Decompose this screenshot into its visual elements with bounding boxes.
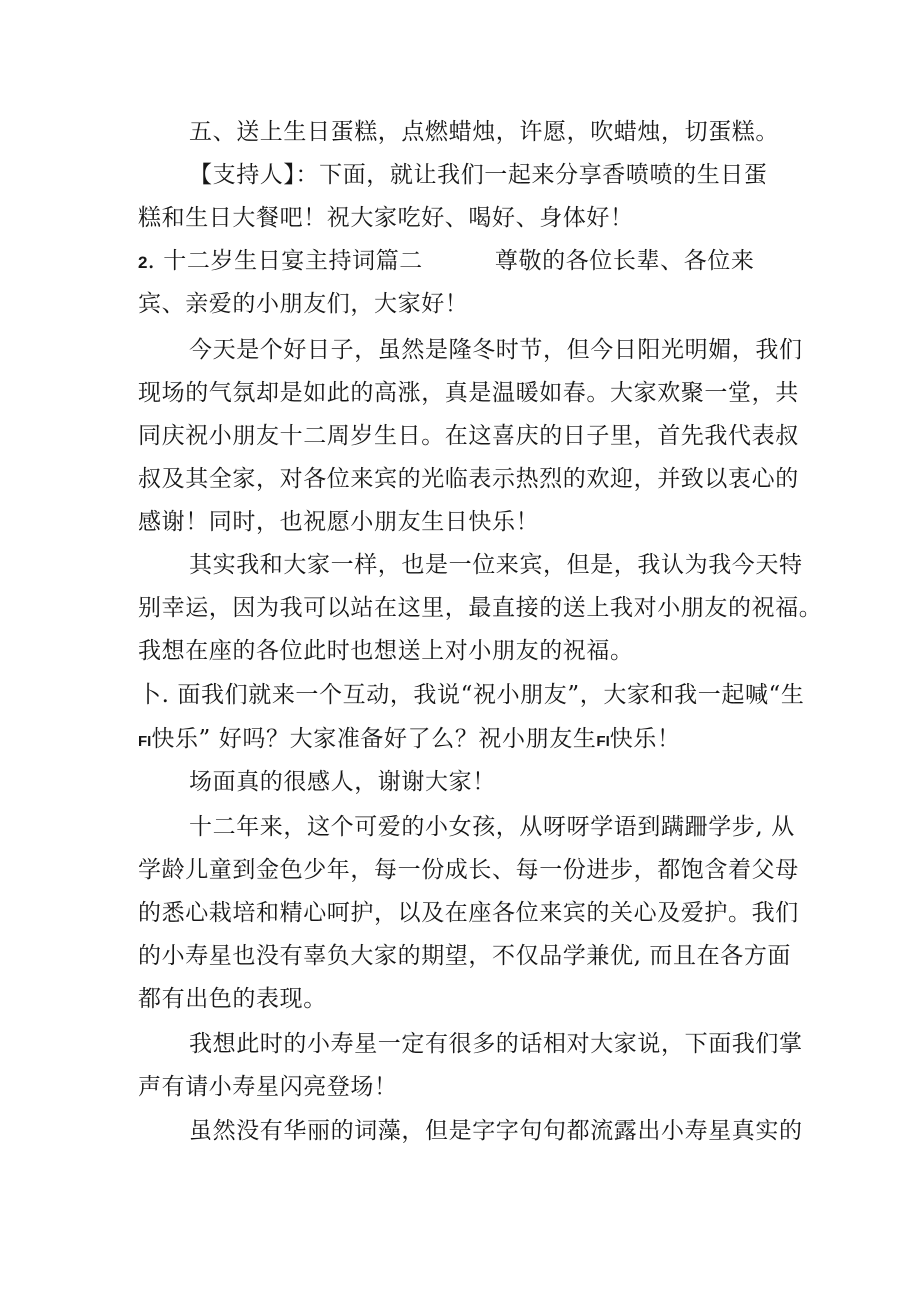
ocr-artifact: FI (596, 733, 610, 750)
paragraph-line: 【支持人】：下面，就让我们一起来分享香喷喷的生日蛋 (189, 162, 768, 188)
heading-number: 2 (138, 253, 148, 272)
paragraph-line: 同庆祝小朋友十二周岁生日。在这喜庆的日子里，首先我代表叔 (138, 423, 799, 449)
paragraph-line: 卜. 面我们就来一个互动，我说“祝小朋友”，大家和我一起喊“生 (138, 682, 805, 708)
paragraph-line: 别幸运，因为我可以站在这里，最直接的送上我对小朋友的祝福。 (138, 595, 823, 621)
paragraph-line: 十二年来，这个可爱的小女孩，从呀呀学语到蹒跚学步, 从 (189, 814, 795, 840)
paragraph-line: 现场的气氛却是如此的高涨，真是温暖如春。大家欢聚一堂，共 (138, 380, 799, 406)
paragraph-line: 虽然没有华丽的词藻，但是字字句句都流露出小寿星真实的 (189, 1118, 803, 1144)
paragraph-line: 宾、亲爱的小朋友们，大家好！ (138, 291, 469, 317)
paragraph-line: 感谢！同时，也祝愿小朋友生日快乐！ (138, 509, 540, 535)
paragraph-line: 我想在座的各位此时也想送上对小朋友的祝福。 (138, 638, 634, 664)
paragraph-line: 叔及其全家，对各位来宾的光临表示热烈的欢迎，并致以衷心的 (138, 466, 799, 492)
heading-title: . 十二岁生日宴主持词篇二 (147, 248, 423, 274)
ocr-artifact: FI (138, 733, 152, 750)
paragraph-line: 学龄儿童到金色少年，每一份成长、每一份进步，都饱含着父母 (138, 857, 799, 883)
paragraph-line: 今天是个好日子，虽然是隆冬时节，但今日阳光明媚，我们 (189, 337, 803, 363)
paragraph-line: 五、送上生日蛋糕，点燃蜡烛，许愿，吹蜡烛，切蛋糕。 (189, 119, 779, 145)
ocr-line: FI快乐” 好吗？大家准备好了么？祝小朋友生FI快乐！ (138, 726, 681, 752)
paragraph-line: 我想此时的小寿星一定有很多的话相对大家说，下面我们掌 (189, 1031, 803, 1057)
paragraph-line: 的悉心栽培和精心呵护，以及在座各位来宾的关心及爱护。我们 (138, 900, 799, 926)
paragraph-line: 都有出色的表现。 (138, 986, 327, 1012)
paragraph-line: 声有请小寿星闪亮登场！ (138, 1074, 398, 1100)
heading-continuation: 尊敬的各位长辈、各位来 (494, 248, 755, 274)
paragraph-line: 其实我和大家一样，也是一位来宾，但是，我认为我今天特 (189, 552, 803, 578)
section-heading (138, 246, 755, 278)
paragraph-line: 场面真的很感人，谢谢大家！ (189, 769, 496, 795)
paragraph-line: 糕和生日大餐吧！祝大家吃好、喝好、身体好！ (138, 205, 634, 231)
paragraph-line: 的小寿星也没有辜负大家的期望，不仅品学兼优, 而且在各方面 (138, 943, 792, 969)
